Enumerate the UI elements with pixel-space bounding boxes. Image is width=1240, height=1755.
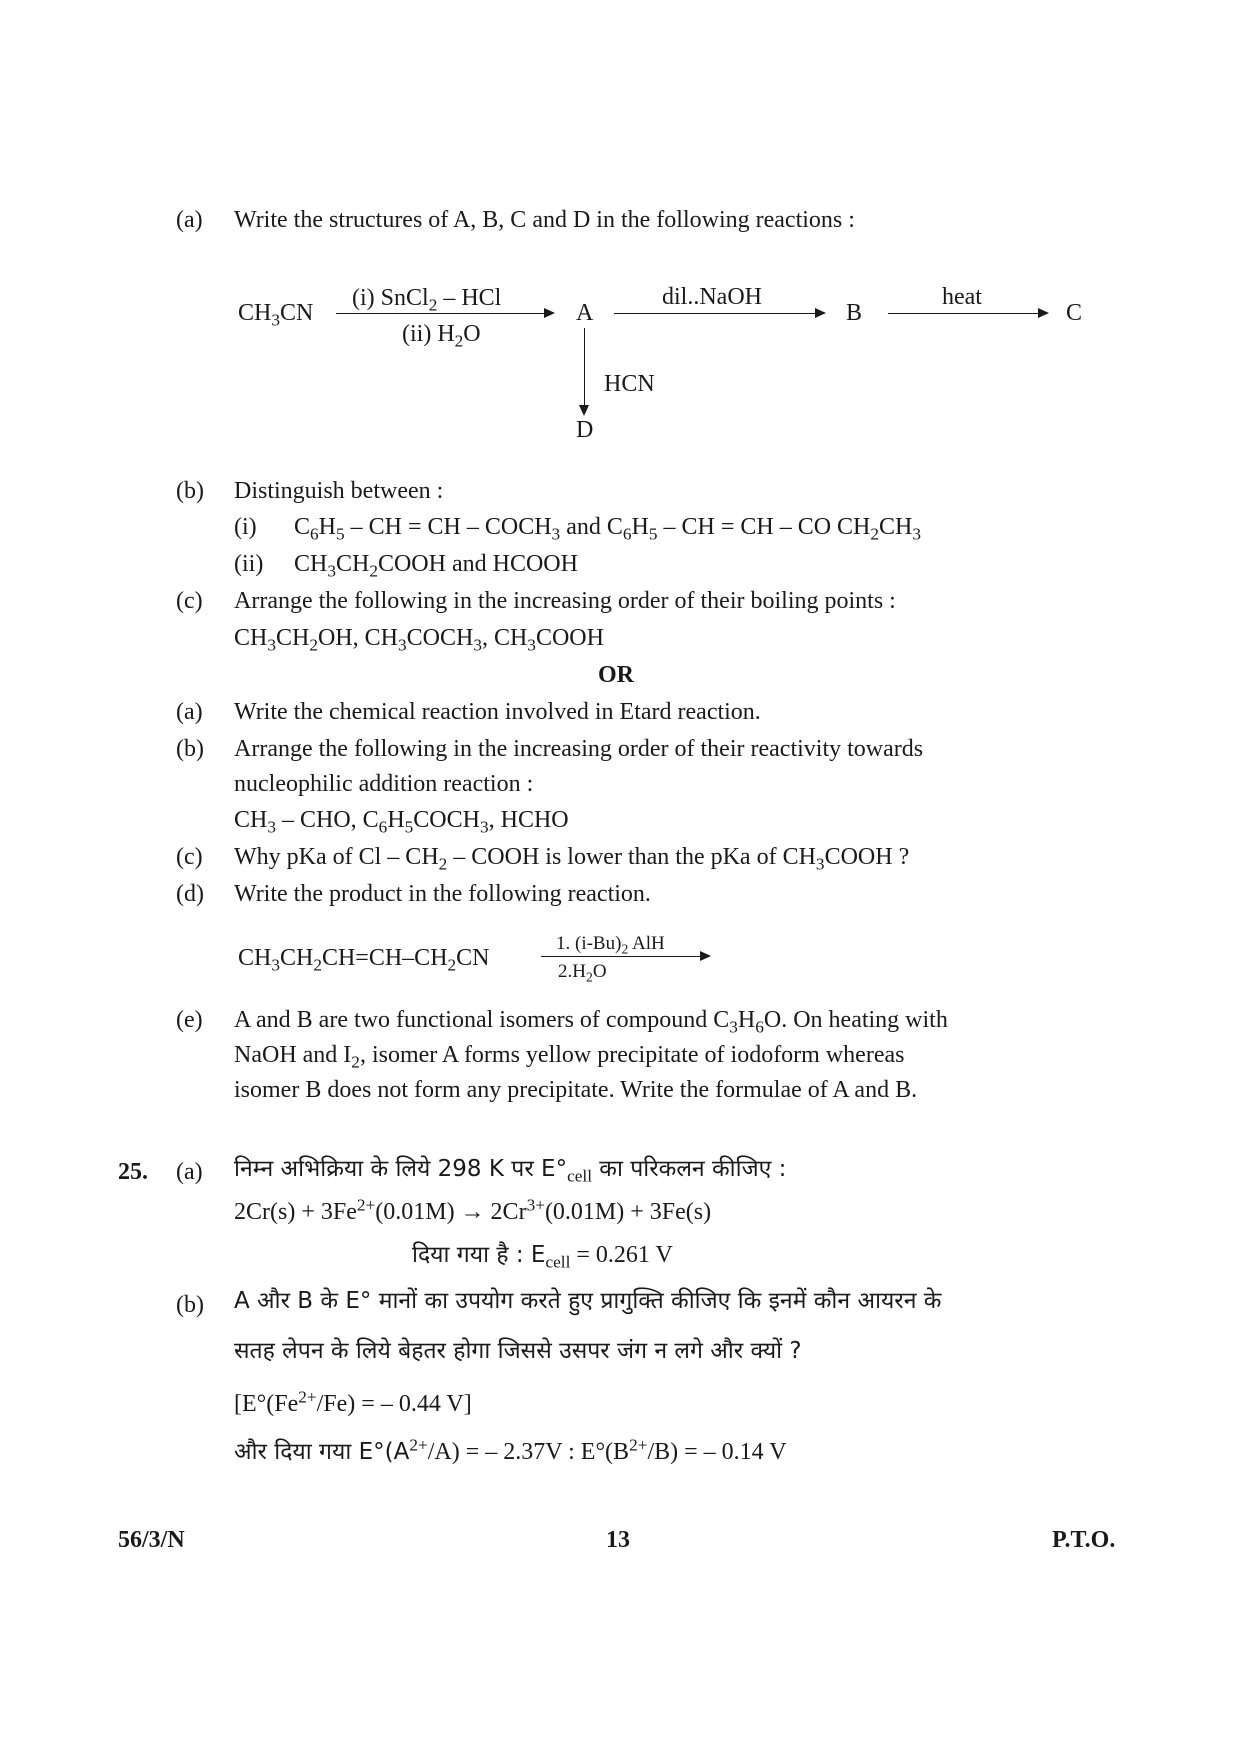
q24-c-text: Arrange the following in the increasing order of their boiling points :: [234, 588, 896, 614]
q25-b-line4: और दिया गया $E^\circ(A^{2+}/A)$ = – 2.37V : $E^\circ(B^{2+}/B)$ = – 0.14 V: [234, 1435, 787, 1465]
alt-d-arrow: [541, 956, 709, 957]
q25-a-label: (a): [176, 1159, 203, 1185]
scheme-reagent-down: HCN: [604, 371, 655, 397]
q24-a-label: (a): [176, 207, 203, 233]
alt-d-reagent-bottom: $2.H_2O$: [558, 961, 607, 985]
q24-b-i-label: (i): [234, 514, 257, 540]
q25-a-equation: $2Cr(s) + 3Fe^{2+}(0.01M) \to 2Cr^{3+}(0.01M) + 3Fe(s)$: [234, 1195, 712, 1225]
scheme-arrow-3: [888, 313, 1047, 314]
footer-code: 56/3/N: [118, 1527, 185, 1553]
alt-a-label: (a): [176, 699, 203, 725]
scheme-reagent2: dil..NaOH: [662, 284, 762, 310]
scheme-arrow-2: [614, 313, 824, 314]
alt-d-reagent-top: 1. $(i-Bu)_2$ AlH: [556, 933, 665, 957]
scheme-arrow-down: [584, 328, 585, 414]
alt-e-line1: A and B are two functional isomers of compound $C_3H_6O$. On heating with: [234, 1007, 948, 1037]
q25-b-line1: A और B के E° मानों का उपयोग करते हुए प्रागुक्ति कीजिए कि इनमें कौन आयरन के: [234, 1288, 942, 1314]
q24-b-i-formula: $C_6H_5$ – CH = CH – $COCH_3$ and $C_6H_5$ – CH = CH – CO $CH_2CH_3$: [294, 514, 922, 544]
q24-b-text: Distinguish between :: [234, 478, 444, 504]
q24-c-formula: $CH_3CH_2OH$, $CH_3COCH_3$, $CH_3COOH$: [234, 625, 604, 655]
q24-b-label: (b): [176, 478, 204, 504]
scheme-D: D: [576, 417, 594, 443]
scheme-reagent3: heat: [942, 284, 982, 310]
alt-d-text: Write the product in the following reaction.: [234, 881, 651, 907]
scheme-A: A: [576, 300, 594, 326]
q24-a-text: Write the structures of A, B, C and D in the following reactions :: [234, 207, 855, 233]
alt-d-label: (d): [176, 881, 204, 907]
scheme-reagent1-bottom: (ii) $H_2O$: [402, 321, 481, 351]
alt-a-text: Write the chemical reaction involved in Etard reaction.: [234, 699, 761, 725]
footer-pto: P.T.O.: [1052, 1527, 1116, 1553]
alt-b-line2: nucleophilic addition reaction :: [234, 771, 534, 797]
alt-b-line1: Arrange the following in the increasing order of their reactivity towards: [234, 736, 924, 762]
q24-c-label: (c): [176, 588, 203, 614]
scheme-arrow-1: [336, 313, 553, 314]
q25-b-line2: सतह लेपन के लिये बेहतर होगा जिससे उसपर जंग न लगे और क्यों ?: [234, 1338, 802, 1364]
q25-b-label: (b): [176, 1292, 204, 1318]
alt-b-formula: $CH_3$ – CHO, $C_6H_5COCH_3$, HCHO: [234, 807, 569, 837]
alt-e-line3: isomer B does not form any precipitate. Write the formulae of A and B.: [234, 1077, 918, 1103]
alt-e-line2: NaOH and $I_2$, isomer A forms yellow precipitate of iodoform whereas: [234, 1042, 905, 1072]
scheme-reactant: $CH_3CN$: [238, 300, 314, 330]
q24-b-ii-formula: $CH_3CH_2COOH$ and HCOOH: [294, 551, 578, 581]
q25-a-given: दिया गया है : $E_{cell} = 0.261$ V: [412, 1242, 673, 1272]
alt-c-label: (c): [176, 844, 203, 870]
q24-b-ii-label: (ii): [234, 551, 264, 577]
scheme-C: C: [1066, 300, 1083, 326]
alt-e-label: (e): [176, 1007, 203, 1033]
alt-d-reactant: $CH_3CH_2CH=CH-CH_2CN$: [238, 945, 490, 975]
q25-b-line3: [$E^\circ(Fe^{2+}/Fe)$ = – 0.44 V]: [234, 1387, 472, 1417]
or-divider: OR: [598, 662, 634, 688]
q25-a-text: निम्न अभिक्रिया के लिये 298 K पर $E^\circ_{cell}$ का परिकलन कीजिए :: [234, 1156, 787, 1186]
footer-page-number: 13: [606, 1527, 630, 1553]
scheme-B: B: [846, 300, 863, 326]
alt-b-label: (b): [176, 736, 204, 762]
alt-c-text: Why pKa of Cl – $CH_2$ – COOH is lower than the pKa of $CH_3COOH$ ?: [234, 844, 910, 874]
q25-number: 25.: [118, 1159, 148, 1185]
scheme-reagent1-top: (i) SnCl$_2$ – HCl: [352, 285, 502, 315]
